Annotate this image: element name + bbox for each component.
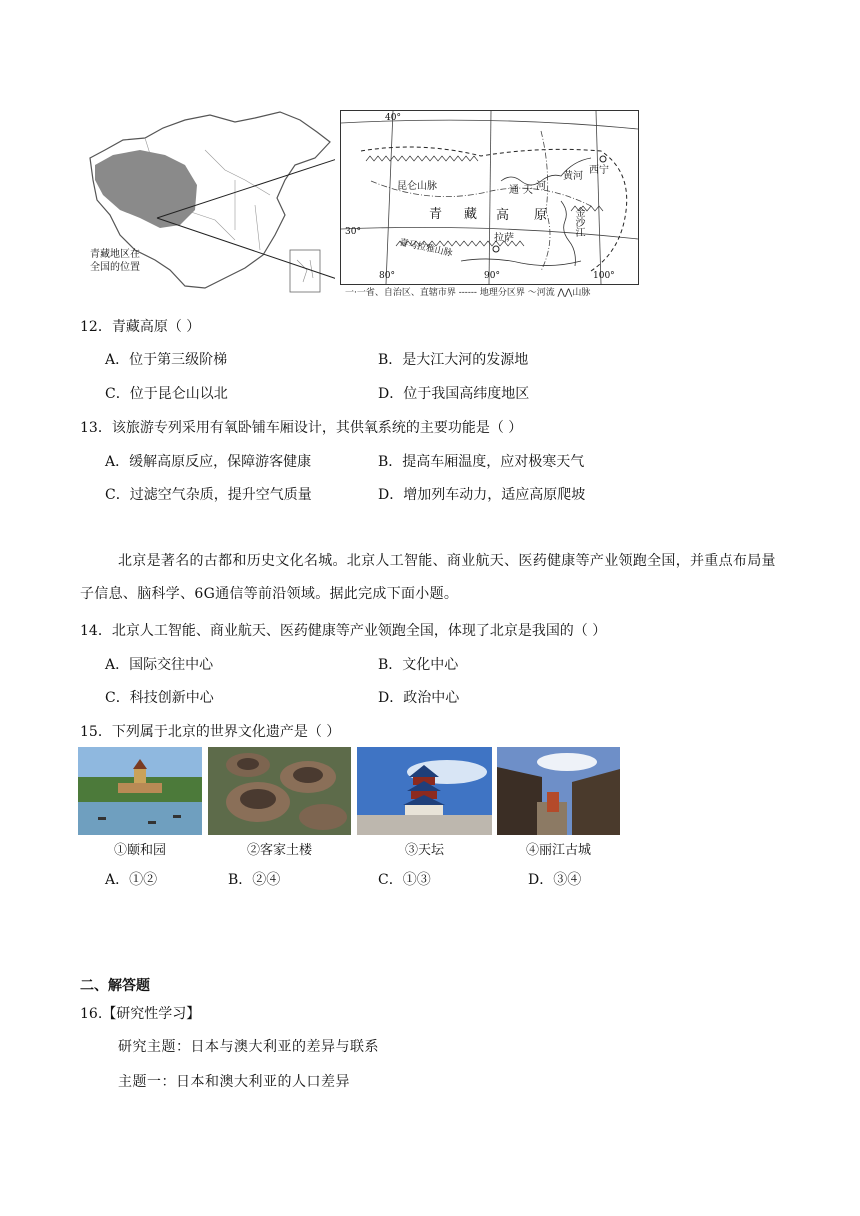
kunlun-label: 昆仑山脉: [397, 181, 437, 192]
tian-label: 天: [523, 185, 533, 196]
tong-label: 通: [509, 185, 519, 196]
q14-stem: 14．北京人工智能、商业航天、医药健康等产业领跑全国，体现了北京是我国的（ ）: [80, 623, 607, 639]
q13-option-d[interactable]: D．增加列车动力，适应高原爬坡: [378, 487, 586, 503]
q14-option-b[interactable]: B．文化中心: [378, 657, 459, 673]
q13-option-b[interactable]: B．提高车厢温度，应对极寒天气: [378, 454, 585, 470]
q15-option-a[interactable]: A．①②: [105, 872, 158, 888]
map-legend: 一·一省、自治区、直辖市界 ------ 地理分区界 〜河流 ⋀⋀山脉: [345, 288, 591, 298]
subtopic-1: 主题一：日本和澳大利亚的人口差异: [118, 1074, 350, 1090]
hakka-tulou-photo: [208, 747, 351, 835]
lon-100-label: 100°: [593, 271, 615, 281]
caption-summer-palace: ①颐和园: [113, 843, 166, 858]
himalaya-label: 喜马拉雅山脉: [398, 237, 454, 259]
q14-option-a[interactable]: A．国际交往中心: [105, 657, 214, 673]
huanghe-label: 黄河: [563, 171, 583, 182]
qing-label: 青: [429, 207, 443, 222]
inset-caption-line2: 全国的位置: [90, 262, 140, 273]
yuan-label: 原: [534, 208, 548, 223]
q13-option-a[interactable]: A．缓解高原反应，保障游客健康: [105, 454, 312, 470]
caption-hakka-tulou: ②客家土楼: [246, 843, 312, 858]
zang-label: 藏: [464, 207, 478, 222]
q13-option-c[interactable]: C．过滤空气杂质，提升空气质量: [105, 487, 312, 503]
q15-option-d[interactable]: D．③④: [528, 872, 582, 888]
inset-caption: [90, 248, 140, 274]
summer-palace-photo: [78, 747, 202, 835]
qingzang-detail-map: [340, 110, 639, 285]
he-label: 河: [536, 181, 546, 192]
q15-option-b[interactable]: B．②④: [228, 872, 281, 888]
q12-option-b[interactable]: B．是大江大河的发源地: [378, 352, 529, 368]
research-topic: 研究主题：日本与澳大利亚的差异与联系: [118, 1039, 379, 1055]
lon-80-label: 80°: [379, 271, 395, 281]
q15-stem: 15．下列属于北京的世界文化遗产是（ ）: [80, 724, 341, 740]
q12-option-a[interactable]: A．位于第三级阶梯: [105, 352, 228, 368]
lat-40-label: 40°: [385, 113, 401, 123]
xining-label: 西宁: [589, 165, 609, 176]
lasa-label: 拉萨: [494, 233, 514, 244]
caption-temple-of-heaven: ③天坛: [404, 843, 444, 858]
lat-30-label: 30°: [345, 227, 361, 237]
lon-90-label: 90°: [484, 271, 500, 281]
beijing-passage: 北京是著名的古都和历史文化名城。北京人工智能、商业航天、医药健康等产业领跑全国，并重点布局量子信息、脑科学、6G通信等前沿领域。据此完成下面小题。: [80, 553, 776, 602]
q13-stem: 13．该旅游专列采用有氧卧铺车厢设计，其供氧系统的主要功能是（ ）: [80, 420, 523, 436]
detail-map-graphic: [341, 111, 638, 284]
jinshajiang-label: 金沙江: [573, 207, 584, 237]
temple-of-heaven-photo: [357, 747, 492, 835]
q12-stem: 12．青藏高原（ ）: [80, 319, 201, 335]
q14-option-d[interactable]: D．政治中心: [378, 690, 460, 706]
china-inset-map: [85, 110, 335, 300]
section2-title: 二、解答题: [80, 978, 150, 994]
q12-option-c[interactable]: C．位于昆仑山以北: [105, 386, 228, 402]
inset-caption-line1: 青藏地区在: [90, 249, 140, 260]
q12-option-d[interactable]: D．位于我国高纬度地区: [378, 386, 530, 402]
caption-lijiang: ④丽江古城: [525, 843, 591, 858]
lijiang-old-town-photo: [497, 747, 620, 835]
q15-option-c[interactable]: C．①③: [378, 872, 431, 888]
gao-label: 高: [496, 208, 510, 223]
q16-stem: 16.【研究性学习】: [80, 1006, 201, 1022]
q14-option-c[interactable]: C．科技创新中心: [105, 690, 214, 706]
